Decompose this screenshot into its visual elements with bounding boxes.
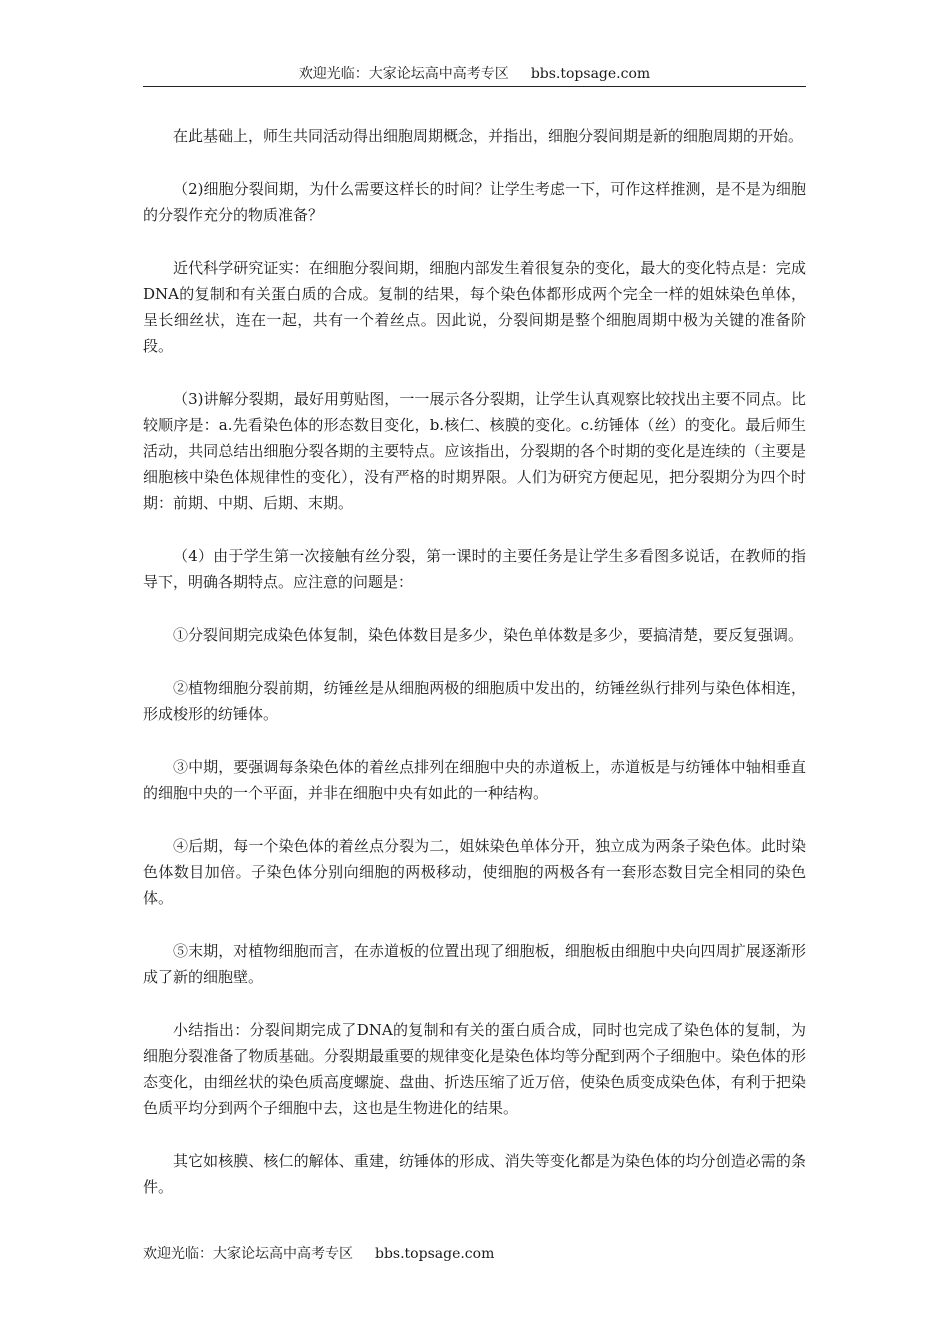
document-body xyxy=(143,123,806,1227)
paragraph-4: （3)讲解分裂期，最好用剪贴图，一一展示各分裂期，让学生认真观察比较找出主要不同点。比较顺序是：a.先看染色体的形态数目变化，b.核仁、核膜的变化。c.纺锤体（丝）的变化。最后师生活动，共同总结出细胞分裂各期的主要特点。应该指出，分裂期的各个时期的变化是连续的（主要是细胞核中染色体规律性的变化），没有严格的时期界限。人们为研究方便起见，把分裂期分为四个时期：前期、中期、后期、末期。 xyxy=(143,390,806,512)
paragraph-12: 其它如核膜、核仁的解体、重建，纺锤体的形成、消失等变化都是为染色体的均分创造必需的条件。 xyxy=(143,1152,806,1196)
footer-welcome-text: 欢迎光临：大家论坛高中高考专区 xyxy=(143,1246,353,1262)
paragraph-7: ②植物细胞分裂前期，纺锤丝是从细胞两极的细胞质中发出的，纺锤丝纵行排列与染色体相连，形成梭形的纺锤体。 xyxy=(143,679,806,723)
paragraph-6: ①分裂间期完成染色体复制，染色体数目是多少，染色单体数是多少，要搞清楚，要反复强调。 xyxy=(173,626,804,644)
paragraph-2: （2)细胞分裂间期，为什么需要这样长的时间？让学生考虑一下，可作这样推测，是不是为细胞的分裂作充分的物质准备？ xyxy=(143,180,806,224)
header-site-link[interactable]: bbs.topsage.com xyxy=(530,66,651,82)
paragraph-8: ③中期，要强调每条染色体的着丝点排列在细胞中央的赤道板上，赤道板是与纺锤体中轴相垂直的细胞中央的一个平面，并非在细胞中央有如此的一种结构。 xyxy=(143,758,806,802)
paragraph-1: 在此基础上，师生共同活动得出细胞周期概念，并指出，细胞分裂间期是新的细胞周期的开始。 xyxy=(173,127,804,145)
paragraph-3: 近代科学研究证实：在细胞分裂间期，细胞内部发生着很复杂的变化，最大的变化特点是：完成DNA的复制和有关蛋白质的合成。复制的结果，每个染色体都形成两个完全一样的姐妹染色单体，呈长细丝状，连在一起，共有一个着丝点。因此说，分裂间期是整个细胞周期中极为关键的准备阶段。 xyxy=(143,259,806,355)
page-header xyxy=(143,64,806,87)
footer-site-link[interactable]: bbs.topsage.com xyxy=(375,1246,495,1262)
paragraph-9: ④后期，每一个染色体的着丝点分裂为二，姐妹染色单体分开，独立成为两条子染色体。此时染色体数目加倍。子染色体分别向细胞的两极移动，使细胞的两极各有一套形态数目完全相同的染色体。 xyxy=(143,837,806,907)
page-footer xyxy=(143,1244,494,1264)
paragraph-11: 小结指出：分裂间期完成了DNA的复制和有关的蛋白质合成，同时也完成了染色体的复制，为细胞分裂准备了物质基础。分裂期最重要的规律变化是染色体均等分配到两个子细胞中。染色体的形态变化，由细丝状的染色质高度螺旋、盘曲、折迭压缩了近万倍，使染色质变成染色体，有利于把染色质平均分到两个子细胞中去，这也是生物进化的结果。 xyxy=(143,1021,806,1117)
header-welcome-text: 欢迎光临：大家论坛高中高考专区 xyxy=(298,66,509,82)
paragraph-5: （4）由于学生第一次接触有丝分裂，第一课时的主要任务是让学生多看图多说话，在教师的指导下，明确各期特点。应注意的问题是： xyxy=(143,547,806,591)
paragraph-10: ⑤末期，对植物细胞而言，在赤道板的位置出现了细胞板，细胞板由细胞中央向四周扩展逐渐形成了新的细胞壁。 xyxy=(143,942,806,986)
